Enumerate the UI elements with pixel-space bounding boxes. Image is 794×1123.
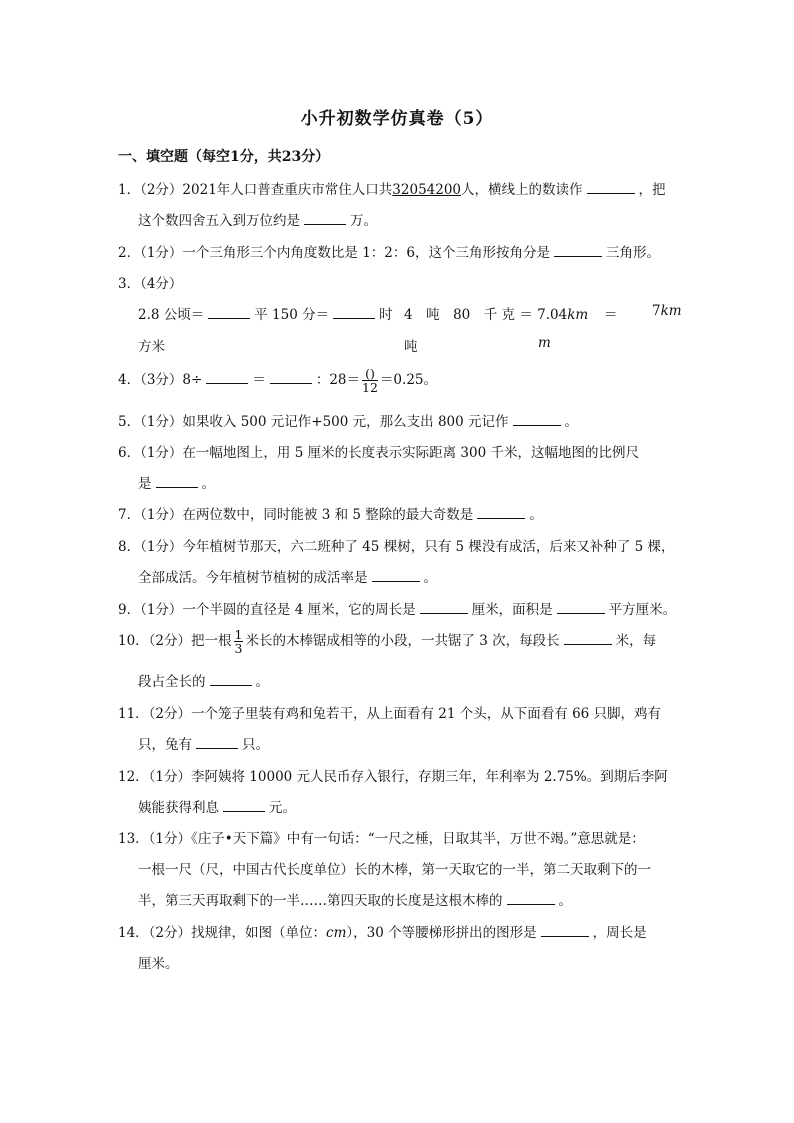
answer-blank[interactable] [223, 800, 265, 812]
question-13: 13．（1分）《庄子•天下篇》中有一句话：“一尺之棰，日取其半，万世不竭。”意思就是： [118, 831, 645, 847]
answer-blank[interactable] [208, 307, 250, 319]
question-3-row: 2.8 公顷＝ 平 150 分＝ 时 [138, 307, 393, 323]
section-heading: 一、填空题（每空1分，共23分） [118, 149, 330, 165]
question-11: 11．（2分）一个笼子里装有鸡和兔若干，从上面看有 21 个头，从下面看有 66 只脚，鸡有 [118, 706, 662, 722]
answer-blank[interactable] [557, 602, 605, 614]
answer-blank[interactable] [564, 633, 612, 645]
question-12: 12．（1分）李阿姨将 10000 元人民币存入银行，存期三年，年利率为 2.75%。到期后李阿 [118, 769, 668, 785]
question-14-cont: 厘米。 [138, 956, 179, 972]
answer-blank[interactable] [304, 213, 346, 225]
answer-blank[interactable] [513, 414, 561, 426]
answer-blank[interactable] [156, 476, 198, 488]
answer-blank[interactable] [210, 674, 252, 686]
question-3-unit-1: 方米 [138, 339, 165, 355]
answer-blank[interactable] [477, 507, 525, 519]
question-1: 1．（2分）2021年人口普查重庆市常住人口共32054200人，横线上的数读作 ，把 [118, 182, 666, 198]
question-3-unit-3: m [538, 335, 551, 351]
question-6: 6．（1分）在一幅地图上，用 5 厘米的长度表示实际距离 300 千米，这幅地图的比例尺 [118, 445, 639, 461]
answer-blank[interactable] [587, 182, 635, 194]
answer-blank[interactable] [554, 245, 602, 257]
population-number: 32054200 [392, 182, 462, 198]
question-3-part4: 7km [652, 303, 682, 319]
question-7: 7．（1分）在两位数中，同时能被 3 和 5 整除的最大奇数是 。 [118, 507, 543, 523]
question-8-cont: 全部成活。今年植树节植树的成活率是 。 [138, 570, 437, 586]
page-title: 小升初数学仿真卷（5） [300, 109, 494, 129]
answer-blank[interactable] [507, 893, 555, 905]
question-5: 5．（1分）如果收入 500 元记作+500 元，那么支出 800 元记作 。 [118, 414, 578, 430]
question-6-cont: 是 。 [138, 476, 215, 492]
question-3-part3: 4 吨 80 千 克 ＝ 7.04km [404, 307, 589, 323]
question-10: 10．（2分）把一根 $\frac{1}{3}$ 米长的木棒锯成相等的小段，一共锯了 3 次，每段长 米，每 [118, 627, 657, 656]
question-9: 9．（1分）一个半圆的直径是 4 厘米，它的周长是 厘米，面积是 平方厘米。 [118, 602, 677, 618]
answer-blank[interactable] [270, 372, 312, 384]
answer-blank[interactable] [333, 307, 375, 319]
question-3: 3．（4分） [118, 276, 183, 292]
question-3-unit-2: 吨 [404, 339, 418, 355]
question-13-cont-1: 一根一尺（尺，中国古代长度单位）长的木棒，第一天取它的一半，第二天取剩下的一 [138, 862, 651, 878]
question-12-cont: 姨能获得利息 元。 [138, 800, 296, 816]
question-2: 2．（1分）一个三角形三个内角度数比是 1：2：6，这个三角形按角分是 三角形。 [118, 245, 660, 261]
answer-blank[interactable] [541, 925, 589, 937]
question-13-cont-2: 半，第三天再取剩下的一半……第四天取的长度是这根木棒的 。 [138, 893, 572, 909]
question-8: 8．（1分）今年植树节那天，六二班种了 45 棵树，只有 5 棵没有成活，后来又补种了 5 棵， [118, 539, 675, 555]
answer-blank[interactable] [420, 602, 468, 614]
question-3-eq: ＝ [604, 307, 618, 323]
fraction: $\frac{1}{3}$ [234, 627, 243, 656]
fraction: $\frac{()}{12}$ [362, 366, 378, 395]
answer-blank[interactable] [206, 372, 248, 384]
question-14: 14．（2分）找规律，如图（单位：cm），30 个等腰梯形拼出的图形是 ，周长是 [118, 925, 647, 941]
question-11-cont: 只，兔有 只。 [138, 737, 269, 753]
answer-blank[interactable] [196, 737, 238, 749]
answer-blank[interactable] [372, 570, 420, 582]
question-1-cont: 这个数四舍五入到万位约是 万。 [138, 213, 377, 229]
question-4: 4．（3分）8÷ ＝ ：28＝ $\frac{()}{12}$ ＝0.25。 [118, 366, 437, 395]
question-10-cont: 段占全长的 。 [138, 674, 269, 690]
